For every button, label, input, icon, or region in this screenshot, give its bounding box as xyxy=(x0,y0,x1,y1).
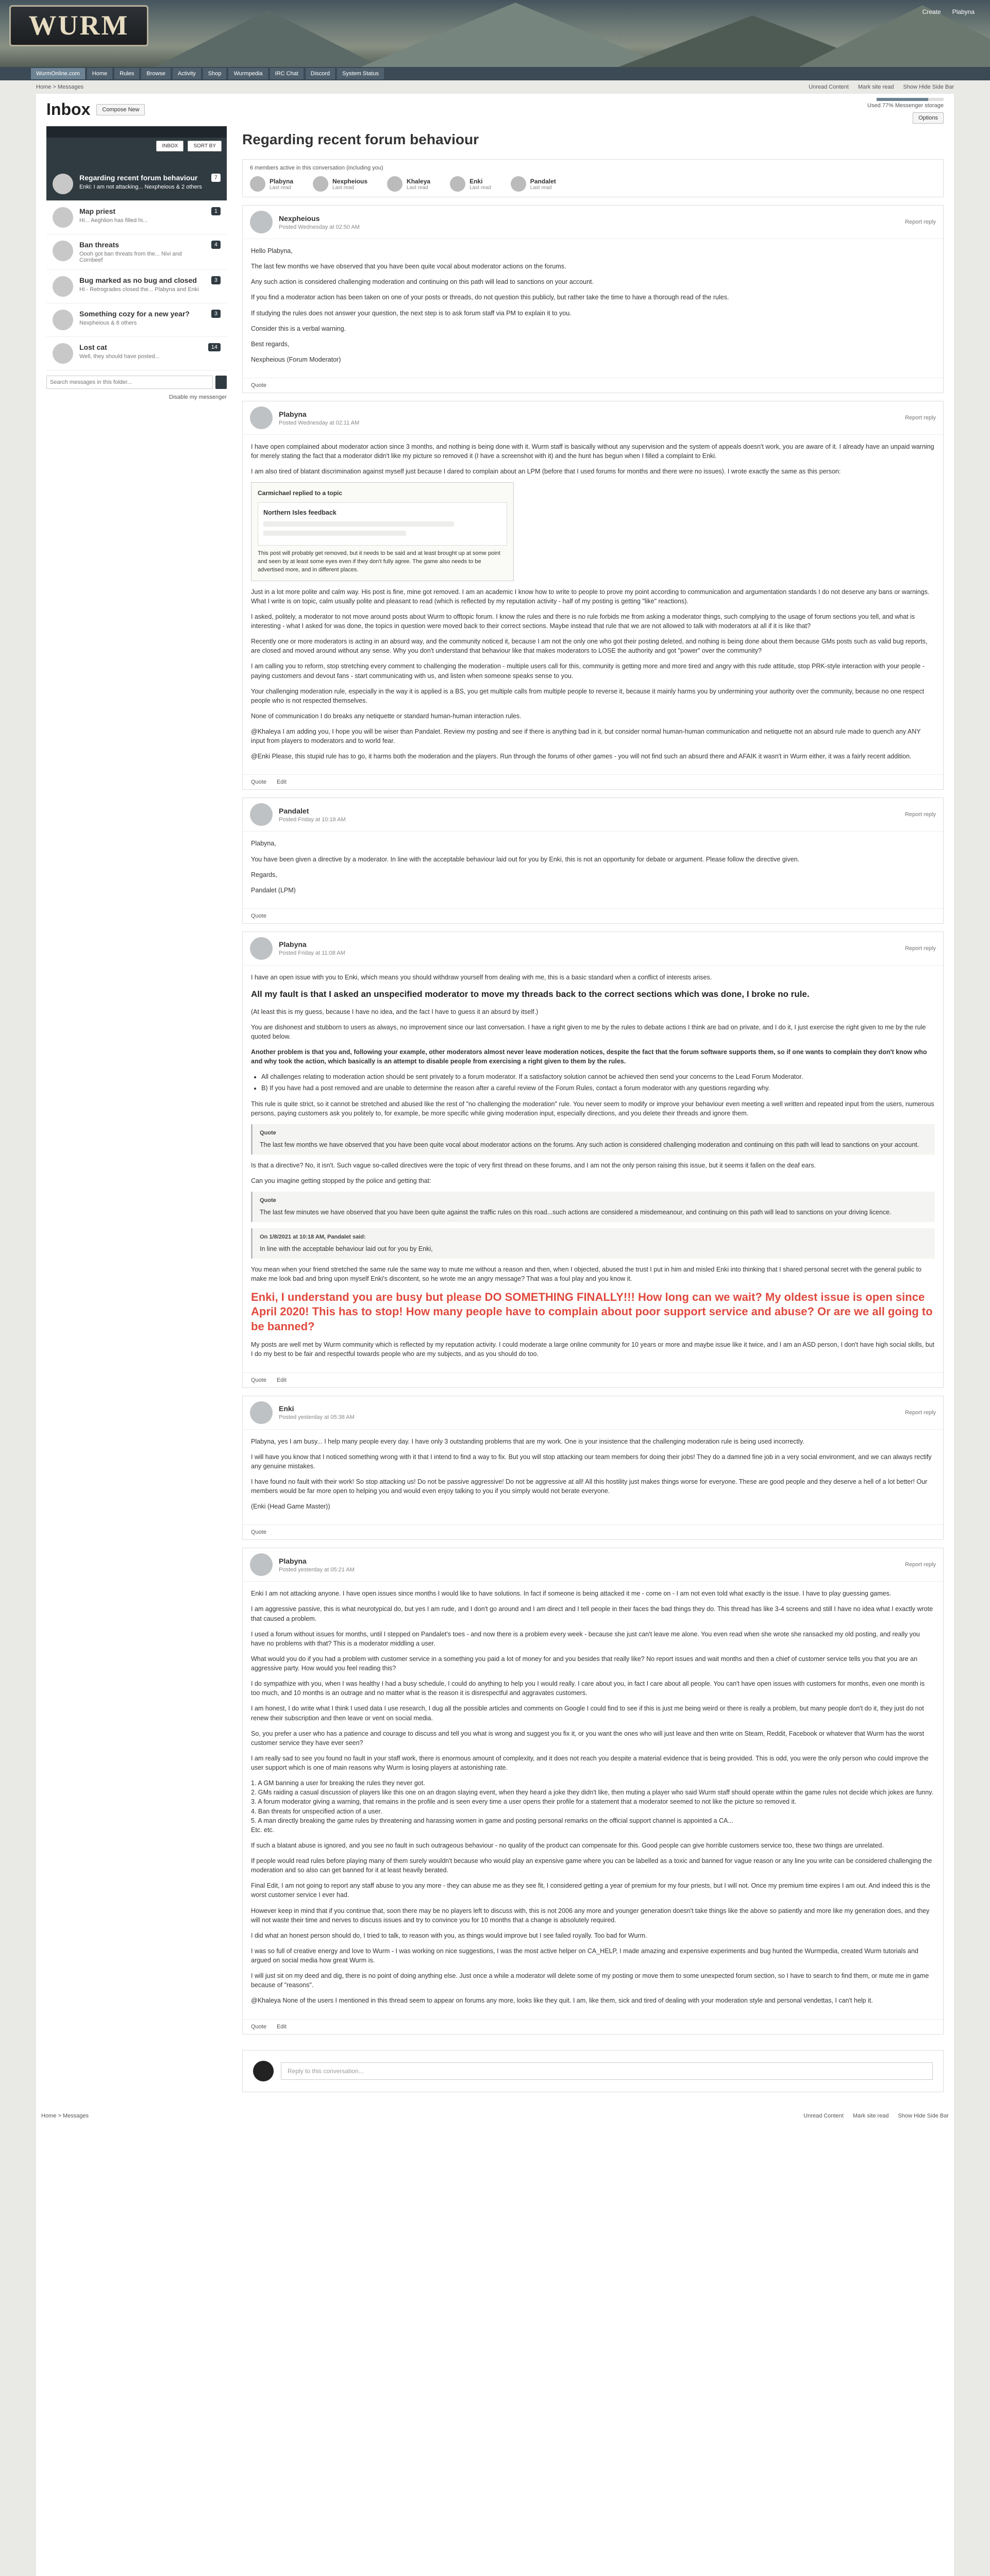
message-post xyxy=(242,1396,944,1540)
post-date: Posted Friday at 11:08 AM xyxy=(279,950,345,957)
post-text: If studying the rules does not answer your question, the next step is to ask forum staff via PM to explain it to you. xyxy=(251,309,572,317)
inbox-title[interactable]: Inbox xyxy=(46,100,91,118)
post-text: Enki I am not attacking anyone. I have open issues since months I would like to have solutions. In fact if someone is being attacked it me - come on - I am not even told what exactly is the issue. I have to play guessing games. xyxy=(251,1590,892,1598)
storage-meter xyxy=(867,98,944,121)
list-item: 1. A GM banning a user for breaking the rules they never got. xyxy=(251,1780,425,1787)
participant[interactable]: Nexpheious Last read xyxy=(313,176,367,192)
avatar xyxy=(313,176,328,192)
nav-activity[interactable]: Activity xyxy=(173,68,201,79)
nav-home[interactable]: Home xyxy=(87,68,112,79)
create-link[interactable]: Create xyxy=(922,8,941,15)
post-heading: All my fault is that I asked an unspecified moderator to move my threads back to the correct sections which was done, I broke no rule. xyxy=(251,989,810,999)
report-link[interactable]: Report reply xyxy=(905,1562,936,1568)
post-text: You have been given a directive by a moderator. In line with the acceptable behaviour laid out for you by Enki, this is not an opportunity for debate or argument. Please follow the directive given. xyxy=(251,855,800,863)
conversation-view xyxy=(242,126,944,2092)
edit-button[interactable]: Edit xyxy=(276,2023,287,2030)
message-post xyxy=(242,931,944,1388)
options-button[interactable]: Options xyxy=(913,112,944,124)
avatar xyxy=(53,310,73,330)
post-text: I do sympathize with you, when I was healthy I had a busy schedule, I could do anything to help you I would really. I care about you, in fact I care about all people. You can't have open issues with customers for months, even one month is too much, and 10 months is an outrage and no matter what is the reason it is disrespectful and aggravates customers. xyxy=(251,1680,925,1697)
participant[interactable]: Enki Last read xyxy=(450,176,491,192)
search-icon[interactable] xyxy=(215,376,227,389)
conversation-title: Lost cat xyxy=(79,343,107,351)
nav-status[interactable]: System Status xyxy=(337,68,384,79)
rules-list xyxy=(261,1072,935,1093)
conversation-title: Something cozy for a new year? xyxy=(79,309,190,318)
conversation-meta: Well, they should have posted... xyxy=(79,353,160,360)
post-text: This rule is quite strict, so it cannot be stretched and abused like the rest of "no challenging the moderation" rule. You never seem to modify or improve your behaviour even meeting a well written and repeated input from the users, numerous persons, paying customers ask you politely to, for example, be more specific while giving moderation input, especially directions, and you delete their threads and ignore them. xyxy=(251,1100,934,1117)
post-text: Recently one or more moderators is acting in an absurd way, and the community noticed it, because I am not the only one who got their posting deleted, and nothing is being done about them because GMs posts such as valid bug reports, are closed and moved around without any sense. Why you don't understand that behaviour like that makes moderators to LOSE the authority and got "power" over the community? xyxy=(251,638,928,655)
folder-filter[interactable]: INBOX xyxy=(156,141,183,151)
post-text: What would you do if you had a problem with customer service in a something you paid a lot of money for and you besides that really like? No report issues and wait months and then a chief of customer service tells you that you are an aggressive party. How would you feel reading this? xyxy=(251,1655,918,1672)
avatar xyxy=(53,343,73,364)
nav-browse[interactable]: Browse xyxy=(141,68,171,79)
post-text: Regards, xyxy=(251,871,277,878)
quote-button[interactable]: Quote xyxy=(251,1529,266,1536)
reply-input[interactable]: Reply to this conversation... xyxy=(281,2062,933,2080)
avatar xyxy=(53,174,73,194)
post-text: I did what an honest person should do, I tried to talk, to reason with you, as things would improve but I see failed royally. Too bad for Wurm. xyxy=(251,1931,647,1939)
embed-title: Carmichael replied to a topic xyxy=(258,489,343,497)
mark-site-read-link[interactable]: Mark site read xyxy=(858,84,894,90)
post-date: Posted Friday at 10:18 AM xyxy=(279,816,346,823)
participants-panel xyxy=(242,159,944,197)
post-text: I am really sad to see you found no fault in your staff work, there is enormous amount of complexity, and it does not reach you despite a material evidence that is being provided. This is odd, you were the only person who could improve the user support which is one of main reasons why Wurm is losing players at astonishing rate. xyxy=(251,1754,929,1772)
post-text: I have an open issue with you to Enki, which means you should withdraw yourself from dealing with me, this is a basic standard when a conflict of interests arises. xyxy=(251,973,712,981)
list-item: Etc. etc. xyxy=(251,1826,275,1834)
embed-topic[interactable]: Northern Isles feedback xyxy=(263,509,337,516)
author-name[interactable]: Plabyna xyxy=(279,1556,307,1565)
conversation-item[interactable] xyxy=(46,337,227,370)
conversation-meta: Oooh got ban threats from the... Nivi and Cornbeef xyxy=(79,250,182,263)
conversation-meta: Enki: I am not attacking... Nexpheious & 2 others xyxy=(79,183,202,190)
folder-search-input[interactable] xyxy=(46,376,213,389)
post-text: Nexpheious (Forum Moderator) xyxy=(251,355,341,363)
toggle-sidebar-link[interactable]: Show Hide Side Bar xyxy=(898,2112,949,2119)
nav-rules[interactable]: Rules xyxy=(114,68,139,79)
breadcrumb: Home > Messages Unread Content Mark site read Show Hide Side Bar xyxy=(36,84,954,90)
author-name[interactable]: Enki xyxy=(279,1404,294,1413)
post-text: My posts are well met by Wurm community which is reflected by my reputation activity. I could moderate a large online community for 10 years or more and maybe issue like it twice, and I am an ASD person, I don't have high social skills, but I do my best to be fair and respectful towards people who are my subjects, and as you should do too. xyxy=(251,1341,935,1358)
reply-count-badge: 4 xyxy=(211,241,221,249)
post-text: However keep in mind that if you continue that, soon there may be no players left to discuss with, this is not 2006 any more and younger generation doesn't take things like the above so patiently and more like my generation does, and they will not waste their time and nerves to discuss issues and try to convince you for 10 months that a change is absolutely required. xyxy=(251,1907,930,1924)
inbox-header xyxy=(41,94,949,126)
avatar[interactable] xyxy=(250,1553,273,1576)
post-date: Posted Wednesday at 02:11 AM xyxy=(279,419,360,426)
reply-count-badge: 1 xyxy=(211,207,221,215)
user-links xyxy=(922,8,975,15)
quote-button[interactable]: Quote xyxy=(251,2023,266,2030)
report-link[interactable]: Report reply xyxy=(905,1409,936,1416)
list-item: 5. A man directly breaking the game rules by threatening and harassing women in game and posting personal remarks on the official support channel is appointed a CA... xyxy=(251,1817,733,1824)
post-text: If you find a moderator action has been taken on one of your posts or threads, do not question this publicly, but rather take the time to have a thorough read of the rules. xyxy=(251,294,729,301)
conversation-item[interactable] xyxy=(46,201,227,234)
conversation-sidebar xyxy=(46,126,227,2092)
content-wrap xyxy=(36,94,954,2576)
post-date: Posted yesterday at 05:21 AM xyxy=(279,1566,355,1573)
post-date: Posted yesterday at 05:38 AM xyxy=(279,1414,355,1421)
quote-button[interactable]: Quote xyxy=(251,912,266,919)
quote-button[interactable]: Quote xyxy=(251,382,266,388)
post-text: @Khaleya None of the users I mentioned in this thread seem to appear on forums any more, looks like they quit. I am, like them, sick and tired of dealing with your moderation style and personal vendettas, I can't help it. xyxy=(251,1997,873,2005)
report-link[interactable]: Report reply xyxy=(905,415,936,421)
post-text: Your challenging moderation rule, especially in the way it is applied is a BS, you get multiple calls from multiple people to reverse it, because it mainly harms you by undermining your authority over the community, because no one respect people who is not respected themselves. xyxy=(251,687,925,704)
sidebar-toolbar xyxy=(46,126,227,167)
conversation-meta: Nexpheious & 8 others xyxy=(79,319,137,326)
post-text: I am honest, I do write what I think I used data I use research, I dug all the possible articles and comments on Google I could find to see if this is just me being weird or there is really a problem, but many people don't do it, they just do not renew their subscription and then leave or vent on social media. xyxy=(251,1705,924,1722)
post-text: @Khaleya I am adding you, I hope you will be wiser than Pandalet. Review my posting and see if there is anything bad in it, but consider normal human-human communication and netiquette not an absurd rule made to quench any ANY input from players to moderators and to world fear. xyxy=(251,728,921,745)
conversation-title: Map priest xyxy=(79,207,116,215)
conversation-title: Regarding recent forum behaviour xyxy=(79,174,198,182)
messenger-layout xyxy=(41,126,949,2092)
participant[interactable]: Plabyna Last read xyxy=(250,176,293,192)
breadcrumb-home[interactable]: Home xyxy=(41,2112,57,2119)
conversation-item[interactable] xyxy=(46,234,227,270)
folder-search xyxy=(46,370,227,394)
message-post xyxy=(242,205,944,393)
post-text: So, you prefer a user who has a patience and courage to discuss and tell you what is wrong and suggest you fix it, or you want the ones who will just leave and then write on Steam, Reddit, Facebook or whatever that Wurm has the worst customer service they have ever seen? xyxy=(251,1730,925,1747)
report-link[interactable]: Report reply xyxy=(905,811,936,818)
toggle-sidebar-link[interactable]: Show Hide Side Bar xyxy=(903,84,954,90)
report-link[interactable]: Report reply xyxy=(905,945,936,952)
conversation-item[interactable] xyxy=(46,270,227,303)
nav-wurmpedia[interactable]: Wurmpedia xyxy=(228,68,267,79)
post-text: (At least this is my guess, because I have no idea, and the fact I have to guess it an absurd by itself.) xyxy=(251,1008,539,1015)
post-text: I am calling you to reform, stop stretching every comment to challenging the moderation - multiple users call for this, community is getting more and more tired and angry with this rude attitude, stop PRK-style interaction with your people - paying customers and devout fans - start communicating with us, and listen when someone speaks sense to you. xyxy=(251,663,925,680)
post-text: If people would read rules before playing many of them surely wouldn't because who would play an expensive game where you can be labelled as a toxic and banned for vague reason or any line you write can be considered challenging the moderation and so also can get banned for it at least heavily berated. xyxy=(251,1857,932,1874)
post-text: Plabyna, yes I am busy... I help many people every day. I have only 3 outstanding problems that are my work. One is your insistence that the challenging moderation rule is being used incorrectly. xyxy=(251,1437,804,1445)
post-text: None of communication I do breaks any netiquette or standard human-human interaction rules. xyxy=(251,712,522,720)
quote-block: On 1/8/2021 at 10:18 AM, Pandalet said: In line with the acceptable behaviour laid out for you by Enki, xyxy=(251,1228,935,1259)
main-nav xyxy=(0,67,990,80)
post-text: Can you imagine getting stopped by the police and getting that: xyxy=(251,1177,431,1185)
post-text: I was so full of creative energy and love to Wurm - I was working on nice suggestions, I was the most active helper on CA_HELP, I made amazing and expensive experiments and bug hunted the Wurmpedia, created Wurm tutorials and argued on social media how great Wurm is. xyxy=(251,1947,918,1964)
author-name[interactable]: Pandalet xyxy=(279,806,309,815)
post-text: Final Edit, I am not going to report any staff abuse to you any more - they can abuse me as they see fit, I considered getting a year of premium for my four priests, but I will not. Once my premium time expires I am out. And indeed this is the worst customer service I ever had. xyxy=(251,1882,930,1899)
avatar xyxy=(511,176,526,192)
nav-wurmonline[interactable]: WurmOnline.com xyxy=(31,68,85,79)
conversation-title: Bug marked as no bug and closed xyxy=(79,276,197,284)
storage-label: Used 77% Messenger storage xyxy=(867,103,944,109)
list-item: • All challenges relating to moderation action should be sent privately to a forum moderator. If a satisfactory solution cannot be achieved then send your concerns to the Lead Forum Moderator. xyxy=(261,1072,935,1081)
quote-block: Quote The last few months we have observed that you have been quite vocal about moderator actions on the forums. Any such action is considered challenging moderation and continuing on this path will lead to sanctions on your account. xyxy=(251,1124,935,1155)
post-text: (Enki (Head Game Master)) xyxy=(251,1503,330,1511)
post-text: Just in a lot more polite and calm way. His post is fine, mine got removed. I am an academic I know how to write to people to prove my point according to communication and argumentation standards I do not deserve any bans or warnings. What I write is on topic, calm usually polite and pleasant to read (which is reflected by my reputation activity - half of my posting is getting "like" reactions). xyxy=(251,588,930,605)
storage-fill xyxy=(877,98,928,101)
site-banner xyxy=(0,0,990,67)
quote-button[interactable]: Quote xyxy=(251,779,266,786)
conversation-item[interactable] xyxy=(46,167,227,201)
author-name[interactable]: Nexpheious xyxy=(279,214,320,223)
avatar xyxy=(53,276,73,297)
nav-shop[interactable]: Shop xyxy=(203,68,227,79)
post-text: Plabyna, xyxy=(251,840,276,848)
post-text: I am also tired of blatant discrimination against myself just because I dared to complain about an LPM (before that I used forums for months and there were no issues). I wrote exactly the same as this person: xyxy=(251,468,841,476)
post-text: I will have you know that I noticed something wrong with it that I intend to find a way to fix. But you will stop attacking our team members for doing their jobs! They do a damned fine job in a very social environment, and we can always rectify any genuine mistakes. xyxy=(251,1453,932,1470)
author-name[interactable]: Plabyna xyxy=(279,410,307,418)
post-text: You mean when your friend stretched the same rule the same way to mute me without a reason and then, when I objected, abused the trust I put in him and misled Enki into thinking that I shared personal secret with the general public to make me look bad and bring upon myself Enki's discontent, so he wrote me an angry message? That was a foul play and you know it. xyxy=(251,1266,921,1283)
bottom-breadcrumb: Home > Messages Unread Content Mark site read Show Hide Side Bar xyxy=(41,2112,949,2119)
avatar xyxy=(387,176,402,192)
post-text: If such a blatant abuse is ignored, and you see no fault in such outrageous behaviour - no quality of the product can compensate for this. Good people can give horrible customers service too, these two things are unrelated. xyxy=(251,1841,884,1849)
list-item: • B) If you have had a post removed and are unable to determine the reason after a careful review of the Forum Rules, contact a forum moderator with any questions regarding why. xyxy=(261,1083,935,1093)
avatar[interactable] xyxy=(250,937,273,960)
conversation-title: Ban threats xyxy=(79,241,120,249)
post-date: Posted Wednesday at 02:50 AM xyxy=(279,224,360,230)
avatar[interactable] xyxy=(250,211,273,233)
quote-button[interactable]: Quote xyxy=(251,1377,266,1383)
avatar[interactable] xyxy=(250,1401,273,1424)
post-text: Hello Plabyna, xyxy=(251,247,293,255)
list-item: 4. Ban threats for unspecified action of a user. xyxy=(251,1807,382,1815)
post-text: Any such action is considered challenging moderation and continuing on this path will lead to sanctions on your account. xyxy=(251,278,594,286)
post-text: I have found no fault with their work! So stop attacking us! Do not be passive aggressive! Do not be aggressive at all! All this hostility just makes things worse for everyone. These are good people and they deserve a hell of a lot better! Our members would be far more open to helping you and would even enjoy talking to you if you simply would not berate everyone. xyxy=(251,1478,928,1495)
author-name[interactable]: Plabyna xyxy=(279,940,307,949)
compose-button[interactable]: Compose New xyxy=(96,104,145,115)
post-text: You are dishonest and stubborn to users as always, no improvement since our last conversation. I have a right given to me by the rules to debate actions I think are bad on private, and I do it, I just exercise the right given to me by the rule quoted below. xyxy=(251,1023,926,1040)
embedded-activity[interactable] xyxy=(251,482,514,581)
reply-box xyxy=(242,2050,944,2092)
reply-count-badge: 14 xyxy=(208,343,221,351)
nav-irc[interactable]: IRC Chat xyxy=(270,68,304,79)
highlighted-text: Enki, I understand you are busy but please DO SOMETHING FINALLY!!! How long can we wait? My oldest issue is open since April 2020! This has to stop! How many people have to complain about poor support service and abuse? Or are we all going to be banned? xyxy=(251,1290,933,1333)
breadcrumb-messages[interactable]: Messages xyxy=(62,2112,89,2119)
participants-header: 6 members active in this conversation (including you) xyxy=(250,165,383,171)
message-post xyxy=(242,401,944,790)
post-text: Another problem is that you and, following your example, other moderators almost never leave moderation notices, despite the fact that the forum software supports them, so if one wants to complain they don't know who and why took the action, which basically is an attempt to disable people from exercising a right given to them by the rules. xyxy=(251,1048,927,1065)
avatar xyxy=(253,2061,274,2081)
report-link[interactable]: Report reply xyxy=(905,219,936,225)
conversation-meta: Hi - Retrogrades closed the... Plabyna and Enki xyxy=(79,286,199,293)
breadcrumb-messages[interactable]: Messages xyxy=(57,84,84,90)
breadcrumb-home[interactable]: Home xyxy=(36,84,52,90)
post-text: Pandalet (LPM) xyxy=(251,886,296,894)
conversation-title: Regarding recent forum behaviour xyxy=(242,131,479,147)
edit-button[interactable]: Edit xyxy=(276,1377,287,1383)
post-text: Best regards, xyxy=(251,340,290,348)
post-text: I asked, politely, a moderator to not move around posts about Wurm to offtopic forum. I know the rules and there is no rule forbids me from asking a moderator things, such complying to the usage of forum sections you tell, and what is interesting - what I asked for was done, the topics in question were moved back to their correct sections. Maybe instead that rule that we are not allowed to talk with moderators at all if it is like that? xyxy=(251,613,915,630)
avatar xyxy=(53,241,73,261)
nav-discord[interactable]: Discord xyxy=(306,68,335,79)
participant[interactable]: Pandalet Last read xyxy=(511,176,556,192)
post-text: I have open complained about moderator action since 3 months, and nothing is being done with it. Wurm staff is basically without any supervision and the system of appeals doesn't work, you are aware of it. I already have an unpaid warning for merely stating the fact that a moderator didn't like my picture so removed it (I have a screenshot with it) and the hunt has begun when I filled a complaint to Enki. xyxy=(251,443,934,460)
post-text: Is that a directive? No, it isn't. Such vague so-called directives were the topic of very first thread on these forums, and I am not the only person raising this issue, but it seems it fallen on the deaf ears. xyxy=(251,1161,816,1169)
reply-count-badge: 7 xyxy=(211,174,221,182)
avatar xyxy=(250,176,265,192)
abuse-list xyxy=(251,1778,935,1835)
reply-count-badge: 3 xyxy=(211,310,221,318)
message-post xyxy=(242,1548,944,2034)
avatar xyxy=(53,207,73,228)
participant[interactable]: Khaleya Last read xyxy=(387,176,430,192)
conversation-item[interactable] xyxy=(46,303,227,337)
post-text: Consider this is a verbal warning. xyxy=(251,325,346,332)
unread-content-link[interactable]: Unread Content xyxy=(803,2112,844,2119)
embed-text: This post will probably get removed, but it needs to be said and at least brought up at some point and seen by at least some eyes even if they don't fully agree. The game also needs to be advertised more, and in different places. xyxy=(258,550,500,573)
avatar[interactable] xyxy=(250,406,273,429)
post-text: The last few months we have observed that you have been quite vocal about moderator actions on the forums. xyxy=(251,263,566,270)
post-text: @Enki Please, this stupid rule has to go, it harms both the moderation and the players. Run through the forums of other games - you will not find such an absurd there and AFAIK it wasn't in Wurm either, it was a fairly recent addition. xyxy=(251,753,912,760)
mark-site-read-link[interactable]: Mark site read xyxy=(852,2112,889,2119)
post-text: I will just sit on my deed and dig, there is no point of doing anything else. Just once a while a moderator will delete some of my posting or move them to some unexpected forum section, so I have to search to find them, or mute me in game because of "reasons". xyxy=(251,1972,929,1989)
avatar xyxy=(450,176,465,192)
list-item: 3. A forum moderator giving a warning, that remains in the profile and is seen every time a user opens their profile for a statement that a moderator seemed to not like the picture so removed it. xyxy=(251,1798,797,1806)
user-menu[interactable]: Plabyna xyxy=(952,8,975,15)
list-item: 2. GMs raiding a casual discussion of players like this one on an dragon slaying event, when they heard a joke they didn't like, then muting a player who said Wurm staff should operate within the game rules not decide which jokes are funny. xyxy=(251,1789,933,1797)
wurm-logo[interactable]: WURM xyxy=(9,5,148,46)
edit-button[interactable]: Edit xyxy=(276,779,287,786)
reply-count-badge: 3 xyxy=(211,276,221,284)
disable-messenger-link[interactable]: Disable my messenger xyxy=(169,394,227,400)
message-post xyxy=(242,798,944,924)
unread-content-link[interactable]: Unread Content xyxy=(809,84,849,90)
quote-block: Quote The last few minutes we have observed that you have been quite against the traffic rules on this road...such actions are considered a misdemeanour, and continuing on this path will lead to sanctions on your driving licence. xyxy=(251,1192,935,1222)
post-text: I used a forum without issues for months, until I stepped on Pandalet's toes - and now there is a problem every week - because she just can't leave me alone. You even read when she wrote she ransacked my old posting, and really you have no problems with that? This is a moderator middling a user. xyxy=(251,1630,920,1647)
avatar[interactable] xyxy=(250,803,273,826)
post-text: I am aggressive passive, this is what neurotypical do, but yes I am rude, and I don't go around and I am direct and I tell people in their faces the bad things they do. This thread has like 3-4 screens and still I have no idea what I exactly wrote that caused a problem. xyxy=(251,1605,933,1622)
sort-dropdown[interactable]: SORT BY xyxy=(188,141,222,151)
conversation-meta: Hi... Aeghlion has filled hi... xyxy=(79,217,148,224)
